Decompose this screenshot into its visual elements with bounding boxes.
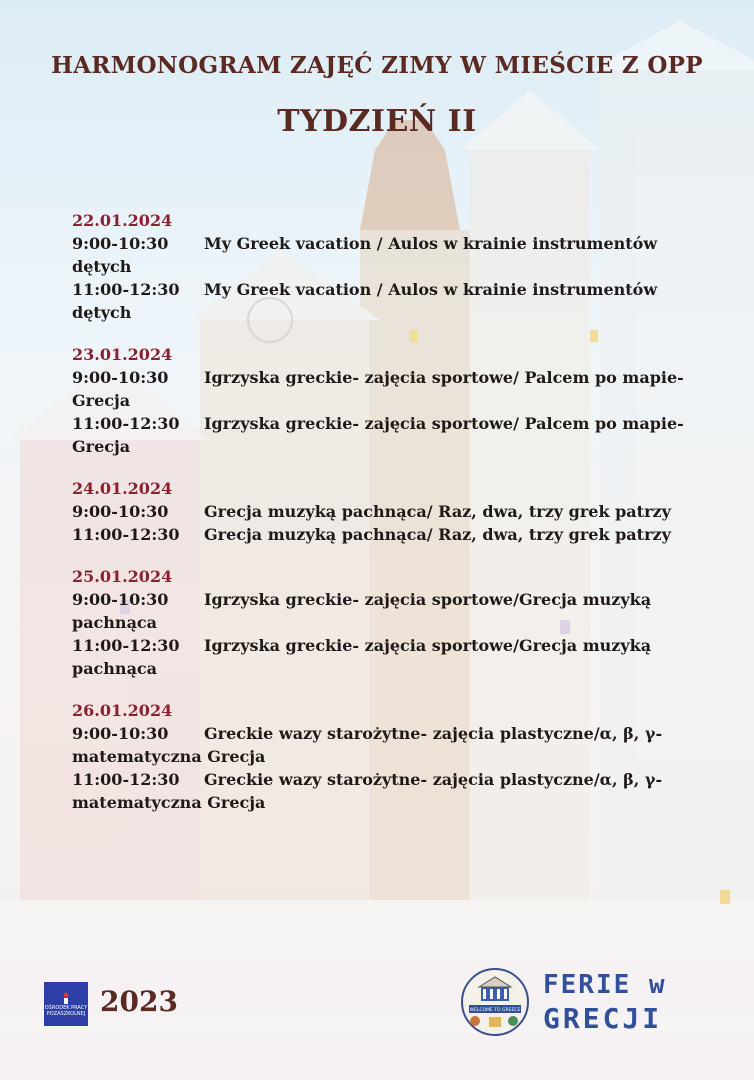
day-date: 26.01.2024	[72, 701, 173, 720]
opp-logo-text: OŚRODEK PRACY POZASZKOLNEJ	[44, 1005, 88, 1017]
entry-activity: My Greek vacation / Aulos w krainie instrumentów dętych	[72, 234, 658, 276]
entry-time: 9:00-10:30	[72, 234, 169, 253]
entry-activity: Greckie wazy starożytne- zajęcia plastyczne/α, β, γ- matematyczna Grecja	[72, 770, 663, 812]
entry-activity: Igrzyska greckie- zajęcia sportowe/Grecja muzyką pachnąca	[72, 636, 652, 678]
schedule-entry	[72, 366, 712, 412]
ferie-line1: FERIE w	[543, 970, 667, 1000]
schedule	[72, 210, 712, 834]
schedule-entry	[72, 588, 712, 634]
schedule-entry	[72, 500, 712, 523]
ferie-line2: GRECJI	[543, 1002, 663, 1035]
entry-activity: Grecja muzyką pachnąca/ Raz, dwa, trzy grek patrzy	[204, 525, 671, 544]
ferie-w-grecji-title	[543, 968, 713, 1036]
entry-activity: My Greek vacation / Aulos w krainie instrumentów dętych	[72, 280, 658, 322]
entry-time: 11:00-12:30	[72, 414, 180, 433]
schedule-entry	[72, 722, 712, 768]
schedule-entry	[72, 768, 712, 814]
day-date: 25.01.2024	[72, 567, 173, 586]
entry-time: 11:00-12:30	[72, 280, 180, 299]
entry-activity: Igrzyska greckie- zajęcia sportowe/ Palcem po mapie- Grecja	[72, 414, 684, 456]
entry-time: 9:00-10:30	[72, 368, 169, 387]
day-date: 24.01.2024	[72, 479, 173, 498]
schedule-entry	[72, 232, 712, 278]
schedule-entry	[72, 634, 712, 680]
entry-time: 9:00-10:30	[72, 724, 169, 743]
badge-text: WELCOME TO GREECE	[469, 1008, 521, 1013]
opp-logo	[44, 982, 88, 1026]
schedule-day	[72, 700, 712, 814]
day-date: 23.01.2024	[72, 345, 173, 364]
entry-activity: Grecja muzyką pachnąca/ Raz, dwa, trzy grek patrzy	[204, 502, 671, 521]
day-date: 22.01.2024	[72, 211, 173, 230]
page-title: HARMONOGRAM ZAJĘĆ ZIMY W MIEŚCIE Z OPP	[51, 52, 703, 79]
entry-time: 9:00-10:30	[72, 502, 169, 521]
entry-time: 11:00-12:30	[72, 525, 180, 544]
schedule-entry	[72, 278, 712, 324]
entry-activity: Igrzyska greckie- zajęcia sportowe/ Palcem po mapie- Grecja	[72, 368, 684, 410]
schedule-day	[72, 344, 712, 458]
entry-time: 11:00-12:30	[72, 636, 180, 655]
year-label: 2023	[100, 985, 178, 1018]
schedule-day	[72, 566, 712, 680]
entry-activity: Greckie wazy starożytne- zajęcia plastyczne/α, β, γ- matematyczna Grecja	[72, 724, 663, 766]
entry-activity: Igrzyska greckie- zajęcia sportowe/Grecja muzyką pachnąca	[72, 590, 652, 632]
schedule-entry	[72, 412, 712, 458]
schedule-entry	[72, 523, 712, 546]
schedule-day	[72, 210, 712, 324]
entry-time: 11:00-12:30	[72, 770, 180, 789]
week-heading: TYDZIEŃ II	[277, 104, 477, 139]
logo-figure-icon	[59, 991, 73, 1005]
schedule-day	[72, 478, 712, 546]
entry-time: 9:00-10:30	[72, 590, 169, 609]
greece-collage-icon	[455, 965, 535, 1039]
